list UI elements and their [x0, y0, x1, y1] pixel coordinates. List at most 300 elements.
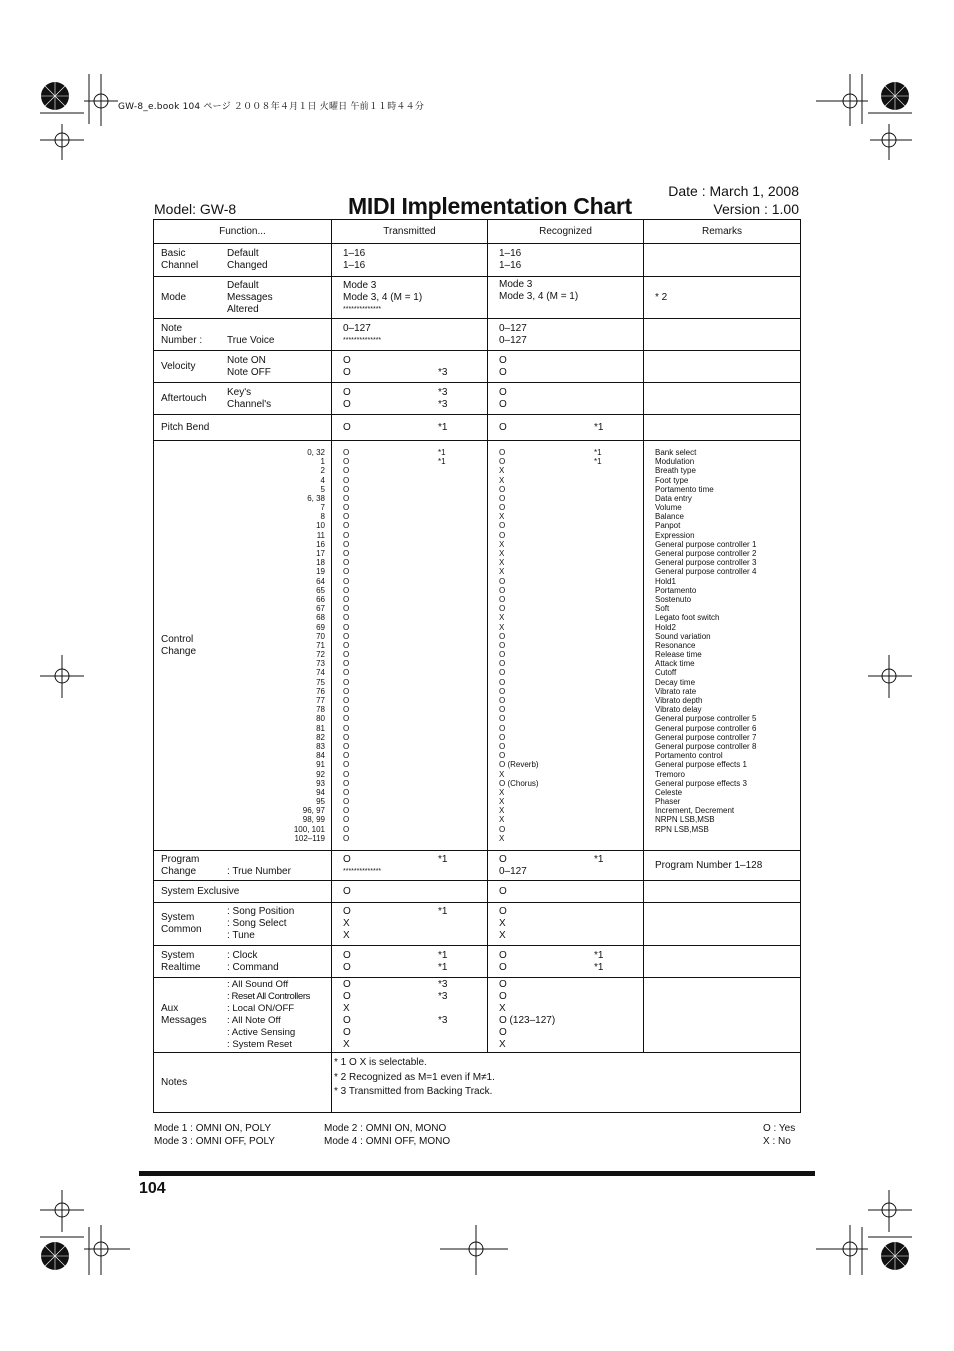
cc-number: 95 [316, 797, 325, 807]
cc-remark: Increment, Decrement [655, 806, 735, 816]
cc-number: 11 [316, 530, 325, 540]
cc-tx-value: O [343, 613, 350, 623]
row-mode [154, 277, 801, 319]
rx-value: O [499, 979, 507, 990]
cc-rx-value: O [499, 723, 506, 733]
tx-value: Mode 3, 4 (M = 1) [343, 291, 423, 303]
fn-sub: : Tune [227, 930, 255, 941]
cc-number: 66 [316, 594, 325, 604]
cc-rx-value: O [499, 741, 506, 751]
cc-rx-value: X [499, 613, 505, 623]
cc-remark: General purpose effects 1 [655, 760, 747, 770]
rx-value: 1–16 [499, 260, 522, 271]
rx-value: X [499, 930, 506, 941]
tx-value: 1–16 [343, 260, 366, 271]
cc-tx-value: O [343, 705, 350, 715]
cc-rx-value: O [499, 640, 506, 650]
cc-remark: Soft [655, 604, 670, 614]
fn-label: Basic [161, 248, 186, 259]
fn-sub: Default [227, 279, 259, 291]
cc-tx-value: O [343, 466, 350, 476]
mode-legend: Mode 2 : OMNI ON, MONO [324, 1123, 447, 1134]
cc-tx-value: O [343, 815, 350, 825]
print-header: GW-8_e.book 104 ページ ２００８年４月１日 火曜日 午前１１時４４分 [118, 102, 425, 112]
cc-tx-value: O [343, 677, 350, 687]
cc-remark: Portamento time [655, 484, 714, 494]
cc-remark: Foot type [655, 475, 689, 485]
cc-tx-value: O [343, 622, 350, 632]
fn-sub: : All Note Off [227, 1015, 281, 1026]
tx-footnote: *3 [438, 386, 448, 398]
version-label: Version : 1.00 [713, 201, 799, 217]
cc-remark: General purpose effects 3 [655, 778, 747, 788]
cc-rx-value: X [499, 549, 505, 559]
cc-tx-value: O [343, 585, 350, 595]
tx-footnote: *1 [438, 853, 448, 865]
cc-tx-value: O [343, 484, 350, 494]
cc-rx-value: X [499, 833, 505, 843]
cc-remark: Tremoro [655, 769, 685, 779]
tx-stars: ************** [343, 336, 382, 344]
cc-rx-value: O [499, 696, 506, 706]
row-program-change [154, 851, 801, 881]
cc-rx-value: X [499, 806, 505, 816]
cc-tx-value: O [343, 751, 350, 761]
tx-footnote: *3 [438, 991, 448, 1002]
cc-remark: Phaser [655, 797, 681, 807]
fn-label: Realtime [161, 961, 201, 973]
fn-sub: True Voice [227, 334, 275, 346]
cc-rx-value: O [499, 659, 506, 669]
cc-rx-value: X [499, 815, 505, 825]
cc-number: 83 [316, 741, 325, 751]
mode-legend: Mode 1 : OMNI ON, POLY [154, 1123, 272, 1134]
fn-sub: Key's [227, 386, 252, 398]
footer-modes-left [154, 1122, 275, 1148]
cc-number: 93 [316, 778, 325, 788]
cc-rx-value: O [499, 686, 506, 696]
cc-remark: Hold1 [655, 576, 676, 586]
fn-label: Pitch Bend [161, 421, 210, 433]
tx-value: O [343, 906, 351, 917]
fn-sub: : Song Select [227, 918, 287, 929]
cc-rx-value: O [499, 585, 506, 595]
cc-remark: Breath type [655, 466, 696, 476]
fn-label: Mode [161, 291, 187, 303]
cc-number: 74 [316, 668, 325, 678]
fn-sub: : Local ON/OFF [227, 1003, 295, 1014]
fn-label: Aftertouch [161, 392, 207, 404]
cc-number: 81 [316, 723, 325, 733]
cc-number: 69 [316, 622, 325, 632]
fn-sub: : Clock [227, 949, 258, 961]
rx-value: O [499, 354, 507, 366]
cc-rx-value-footnote: *1 [594, 457, 602, 467]
rx-value: 1–16 [499, 248, 522, 259]
cc-number: 65 [316, 585, 325, 595]
cc-number: 67 [316, 604, 325, 614]
rx-value: O [499, 853, 507, 865]
cc-remark: General purpose controller 6 [655, 723, 757, 733]
row-control-change [154, 441, 801, 851]
cc-number: 1 [320, 457, 325, 467]
tx-footnote: *1 [438, 906, 448, 917]
cc-tx-value: O [343, 558, 350, 568]
cc-rx-value: O [499, 493, 506, 503]
cc-tx-value: O [343, 696, 350, 706]
cc-rx-value: O [499, 521, 506, 531]
fn-label: Notes [161, 1076, 188, 1088]
cc-remark: General purpose controller 5 [655, 714, 757, 724]
fn-label: System [161, 949, 195, 961]
rx-value: O [499, 398, 507, 410]
cc-remark: Resonance [655, 640, 696, 650]
cc-rx-value: O [499, 447, 506, 457]
cc-tx-value: O [343, 539, 350, 549]
fn-sub: Note ON [227, 354, 266, 366]
cc-number: 84 [316, 751, 325, 761]
cc-rx-value: X [499, 797, 505, 807]
cc-remark: Bank select [655, 447, 697, 457]
cc-number: 10 [316, 521, 325, 531]
cc-remark: Attack time [655, 659, 695, 669]
mode-legend: Mode 4 : OMNI OFF, MONO [324, 1136, 451, 1147]
cc-remark: Hold2 [655, 622, 676, 632]
cc-tx-value: O [343, 732, 350, 742]
cc-number: 0, 32 [307, 447, 325, 457]
fn-label: Control [161, 633, 194, 645]
tx-footnote: *3 [438, 398, 448, 410]
row-note-number [154, 319, 801, 351]
header-row [154, 220, 801, 244]
cc-tx-value: O [343, 503, 350, 513]
cc-remark: Vibrato depth [655, 696, 703, 706]
cc-rx-value: O [499, 705, 506, 715]
rx-value: O [499, 949, 507, 961]
cc-rx-value: O (Reverb) [499, 760, 539, 770]
cc-rx-value: X [499, 787, 505, 797]
cc-tx-value: O [343, 760, 350, 770]
cc-number: 19 [316, 567, 325, 577]
fn-sub: : Reset All Controllers [227, 991, 311, 1002]
fn-sub: : True Number [227, 865, 291, 877]
cc-remark: Portamento control [655, 751, 723, 761]
note-line: * 3 Transmitted from Backing Track. [334, 1086, 493, 1097]
rx-value: 0–127 [499, 322, 527, 334]
cc-rx-value: O [499, 457, 506, 467]
footer-yes-no [763, 1122, 795, 1148]
no-legend: X : No [763, 1136, 791, 1147]
tx-value: X [343, 1039, 350, 1050]
rx-footnote: *1 [594, 961, 604, 973]
cc-remark: General purpose controller 4 [655, 567, 757, 577]
fn-label: Channel [161, 260, 199, 271]
rx-value: Mode 3, 4 (M = 1) [499, 291, 579, 302]
yes-legend: O : Yes [763, 1123, 796, 1134]
remark-mode: * 2 [644, 277, 801, 319]
cc-tx-value: O [343, 769, 350, 779]
cc-number: 73 [316, 659, 325, 669]
fn-sub: : Command [227, 961, 279, 973]
fn-label: Velocity [161, 360, 196, 372]
cc-tx-value: O [343, 797, 350, 807]
cc-transmitted-list [332, 441, 488, 851]
rx-value: X [499, 918, 506, 929]
rx-value: O [488, 881, 644, 903]
rx-footnote: *1 [594, 949, 604, 961]
cc-rx-value: O [499, 824, 506, 834]
cc-remark: Decay time [655, 677, 696, 687]
cc-rx-value: O [499, 484, 506, 494]
rx-value: 0–127 [499, 865, 527, 877]
note-line: * 2 Recognized as M=1 even if M≠1. [334, 1071, 495, 1083]
cc-number: 77 [316, 696, 325, 706]
tx-footnote: *1 [438, 421, 448, 433]
cc-tx-value: O [343, 549, 350, 559]
cc-rx-value: O [499, 594, 506, 604]
cc-rx-value: O [499, 503, 506, 513]
fn-sub: Messages [227, 291, 273, 303]
tx-value: O [343, 421, 351, 433]
cc-remark: Balance [655, 512, 684, 522]
cc-number: 91 [316, 760, 325, 770]
cc-number: 68 [316, 613, 325, 623]
cc-number: 16 [316, 539, 325, 549]
cc-number-list [227, 448, 331, 843]
tx-value: X [343, 1003, 350, 1014]
cc-tx-value: O [343, 741, 350, 751]
cc-tx-value: O [343, 631, 350, 641]
cc-number: 8 [320, 512, 325, 522]
cc-remark: NRPN LSB,MSB [655, 815, 715, 825]
cc-number: 18 [316, 558, 325, 568]
cc-rx-value: O [499, 732, 506, 742]
tx-value: 1–16 [343, 248, 366, 259]
col-recognized: Recognized [488, 220, 644, 244]
cc-rx-value-footnote: *1 [594, 447, 602, 457]
cc-number: 72 [316, 650, 325, 660]
cc-number: 76 [316, 686, 325, 696]
rx-value: O [499, 906, 507, 917]
cc-remark: Celeste [655, 787, 683, 797]
fn-sub: Note OFF [227, 366, 271, 378]
tx-footnote: *1 [438, 949, 448, 961]
cc-number: 80 [316, 714, 325, 724]
fn-label: System [161, 912, 195, 923]
cc-tx-value: O [343, 824, 350, 834]
cc-tx-value-footnote: *1 [438, 457, 446, 467]
cc-remark: Release time [655, 650, 702, 660]
tx-footnote: *1 [438, 961, 448, 973]
cc-tx-value: O [343, 806, 350, 816]
fn-sub: : Active Sensing [227, 1027, 296, 1038]
tx-footnote: *3 [438, 366, 448, 378]
cc-number: 75 [316, 677, 325, 687]
cc-rx-value: O [499, 668, 506, 678]
row-system-exclusive [154, 881, 801, 903]
fn-sub: Altered [227, 303, 259, 315]
cc-tx-value: O [343, 493, 350, 503]
cc-number: 92 [316, 769, 325, 779]
row-pitch-bend [154, 415, 801, 441]
cc-remark: Volume [655, 503, 682, 513]
cc-number: 64 [316, 576, 325, 586]
row-aux-messages [154, 978, 801, 1053]
fn-label: Note [161, 322, 183, 334]
fn-sub: : Song Position [227, 906, 295, 917]
tx-value: O [343, 949, 351, 961]
col-remarks: Remarks [644, 220, 801, 244]
cc-remark: Vibrato rate [655, 686, 697, 696]
page-title: MIDI Implementation Chart [348, 193, 632, 219]
cc-tx-value: O [343, 833, 350, 843]
cc-rx-value: O (Chorus) [499, 778, 539, 788]
tx-value: O [343, 354, 351, 366]
fn-sub: Default [227, 248, 259, 259]
fn-sub: Channel's [227, 398, 272, 410]
rx-value: 0–127 [499, 334, 527, 346]
midi-implementation-table [153, 219, 801, 1113]
cc-tx-value: O [343, 567, 350, 577]
cc-rx-value: X [499, 567, 505, 577]
cc-rx-value: O [499, 650, 506, 660]
cc-rx-value: X [499, 558, 505, 568]
cc-tx-value: O [343, 659, 350, 669]
cc-remark: Portamento [655, 585, 697, 595]
fn-label: Change [161, 645, 197, 657]
tx-value: O [343, 991, 351, 1002]
model-label: Model: GW-8 [154, 201, 237, 217]
cc-number: 2 [320, 466, 325, 476]
page-rule [139, 1171, 815, 1176]
page-number: 104 [139, 1180, 166, 1197]
cc-remark: General purpose controller 1 [655, 539, 757, 549]
cc-number: 98, 99 [302, 815, 325, 825]
cc-tx-value: O [343, 650, 350, 660]
cc-number: 6, 38 [307, 493, 325, 503]
cc-number: 17 [316, 549, 325, 559]
tx-value: 0–127 [343, 322, 371, 334]
cc-tx-value: O [343, 530, 350, 540]
cc-tx-value: O [343, 787, 350, 797]
cc-remark: Cutoff [655, 668, 677, 678]
cc-tx-value: O [343, 604, 350, 614]
note-line: * 1 O X is selectable. [334, 1057, 427, 1068]
row-aftertouch [154, 383, 801, 415]
tx-value: O [332, 881, 488, 903]
rx-value: O [499, 366, 507, 378]
fn-label: Number : [161, 334, 203, 346]
cc-number: 5 [320, 484, 325, 494]
tx-value: O [343, 366, 351, 378]
rx-value: X [499, 1003, 506, 1014]
rx-value: O [499, 991, 507, 1002]
cc-remark: General purpose controller 7 [655, 732, 757, 742]
cc-remark: Panpot [655, 521, 681, 531]
fn-label: Messages [161, 1015, 207, 1026]
tx-stars: ************** [343, 305, 382, 313]
cc-rx-value: X [499, 622, 505, 632]
cc-rx-value: O [499, 677, 506, 687]
cc-tx-value: O [343, 778, 350, 788]
cc-tx-value: O [343, 723, 350, 733]
fn-label: Program [161, 853, 200, 865]
fn-sub: Changed [227, 260, 268, 271]
cc-remark: RPN LSB,MSB [655, 824, 709, 834]
cc-number: 70 [316, 631, 325, 641]
rx-value: Mode 3 [499, 279, 533, 290]
col-function: Function... [154, 220, 332, 244]
rx-value: X [499, 1039, 506, 1050]
cc-number: 96, 97 [302, 806, 325, 816]
cc-rx-value: O [499, 751, 506, 761]
rx-value: O [499, 386, 507, 398]
cc-rx-value: X [499, 466, 505, 476]
fn-sub: : System Reset [227, 1039, 293, 1050]
tx-value: O [343, 979, 351, 990]
tx-footnote: *3 [438, 979, 448, 990]
cc-tx-value: O [343, 668, 350, 678]
cc-tx-value: O [343, 714, 350, 724]
cc-remark: Sostenuto [655, 594, 692, 604]
fn-label: Change [161, 865, 197, 877]
footer-modes-middle [324, 1122, 450, 1148]
cc-number: 78 [316, 705, 325, 715]
cc-rx-value: O [499, 530, 506, 540]
cc-tx-value: O [343, 475, 350, 485]
fn-label: System Exclusive [161, 885, 240, 897]
cc-remark: General purpose controller 2 [655, 549, 757, 559]
cc-rx-value: O [499, 604, 506, 614]
tx-value: O [343, 386, 351, 398]
cc-rx-value: X [499, 539, 505, 549]
cc-remark: General purpose controller 3 [655, 558, 757, 568]
cc-remark: General purpose controller 8 [655, 741, 757, 751]
tx-footnote: *3 [438, 1015, 448, 1026]
cc-tx-value: O [343, 594, 350, 604]
cc-tx-value: O [343, 457, 350, 467]
cc-number: 94 [316, 787, 325, 797]
tx-value: O [343, 1027, 351, 1038]
cc-rx-value: X [499, 512, 505, 522]
tx-value: O [343, 853, 351, 865]
rx-footnote: *1 [594, 853, 604, 865]
cc-remark: Sound variation [655, 631, 711, 641]
date-label: Date : March 1, 2008 [668, 183, 799, 199]
fn-label: Aux [161, 1003, 179, 1014]
cc-remarks-list [644, 441, 801, 851]
cc-number: 71 [316, 640, 325, 650]
cc-tx-value: O [343, 640, 350, 650]
cc-rx-value: O [499, 714, 506, 724]
cc-rx-value: O [499, 576, 506, 586]
tx-value: O [343, 1015, 351, 1026]
remark-program: Program Number 1–128 [644, 851, 801, 881]
cc-number: 102–119 [294, 833, 325, 843]
mode-legend: Mode 3 : OMNI OFF, POLY [154, 1136, 275, 1147]
row-velocity [154, 351, 801, 383]
rx-value: O [499, 421, 507, 433]
tx-value: X [343, 918, 350, 929]
cc-tx-value: O [343, 521, 350, 531]
cc-number: 4 [320, 475, 325, 485]
row-notes [154, 1053, 801, 1113]
cc-tx-value-footnote: *1 [438, 447, 446, 457]
tx-value: O [343, 961, 351, 973]
col-transmitted: Transmitted [332, 220, 488, 244]
cc-number: 82 [316, 732, 325, 742]
row-basic-channel [154, 244, 801, 277]
